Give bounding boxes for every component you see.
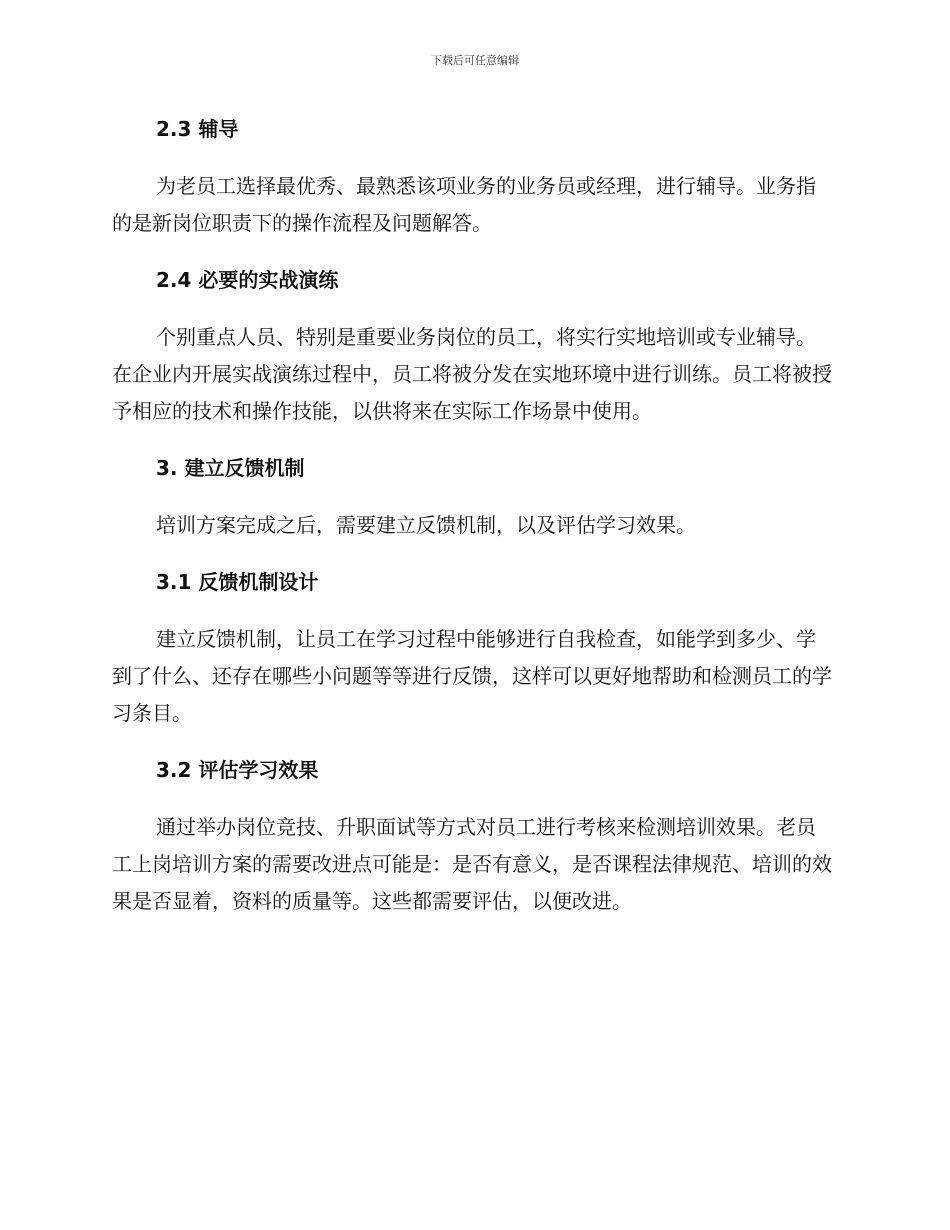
section-heading-2-4: 2.4 必要的实战演练 (156, 268, 339, 292)
section-paragraph-2-4: 个别重点人员、特别是重要业务岗位的员工，将实行实地培训或专业辅导。在企业内开展实战演练过程中，员工将被分发在实地环境中进行训练。员工将被授予相应的技术和操作技能，以供将来在实际工作场景中使用。 (112, 325, 832, 423)
section-heading-3-1: 3.1 反馈机制设计 (156, 570, 319, 594)
section-heading-3-2: 3.2 评估学习效果 (156, 758, 319, 782)
page-header: 下载后可任意编辑 (431, 54, 519, 67)
document-body (112, 110, 832, 920)
section-paragraph-3-2: 通过举办岗位竞技、升职面试等方式对员工进行考核来检测培训效果。老员工上岗培训方案的需要改进点可能是：是否有意义，是否课程法律规范、培训的效果是否显着，资料的质量等。这些都需要评估，以便改进。 (112, 815, 832, 913)
section-paragraph-2-3: 为老员工选择最优秀、最熟悉该项业务的业务员或经理，进行辅导。业务指的是新岗位职责下的操作流程及问题解答。 (112, 174, 816, 235)
section-heading-3: 3. 建立反馈机制 (156, 456, 305, 480)
section-paragraph-3: 培训方案完成之后，需要建立反馈机制，以及评估学习效果。 (156, 513, 696, 537)
section-heading-2-3: 2.3 辅导 (156, 117, 239, 141)
section-paragraph-3-1: 建立反馈机制，让员工在学习过程中能够进行自我检查，如能学到多少、学到了什么、还存在哪些小问题等等进行反馈，这样可以更好地帮助和检测员工的学习条目。 (112, 627, 832, 725)
